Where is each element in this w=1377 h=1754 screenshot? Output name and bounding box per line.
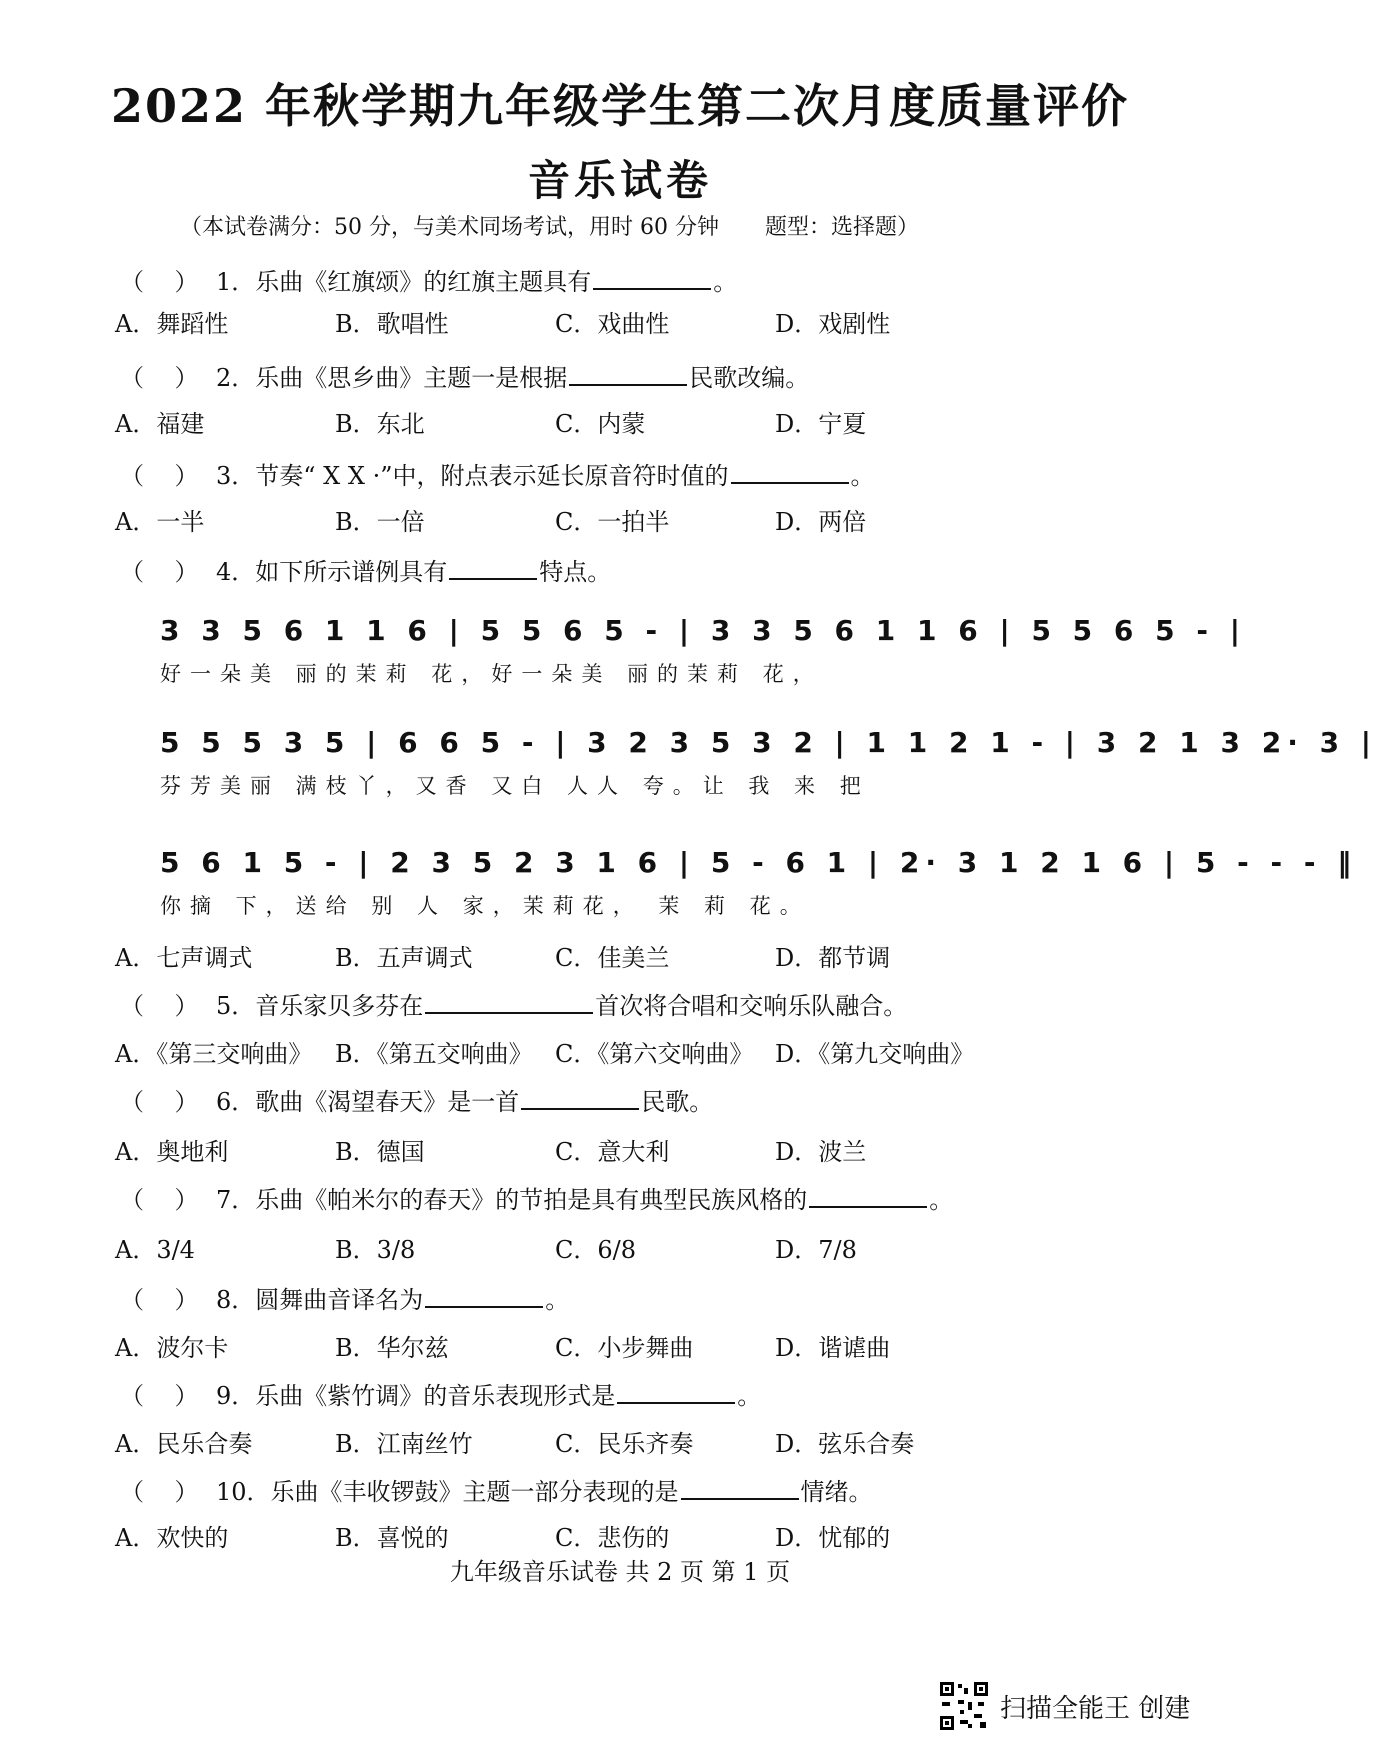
options-9: A．民乐合奏 B．江南丝竹 C．民乐齐奏 D．弦乐合奏	[115, 1430, 915, 1458]
options-6: A．奥地利 B．德国 C．意大利 D．波兰	[115, 1138, 867, 1166]
question-10: （ ） 10．乐曲《丰收锣鼓》主题一部分表现的是 情绪。	[120, 1472, 873, 1507]
exam-note	[180, 210, 919, 241]
answer-paren: （ ）	[120, 462, 199, 490]
question-8: （ ） 8．圆舞曲音译名为 。	[120, 1280, 569, 1315]
score-notes: 3 3 5 6 1 1 6 | 5 5 6 5 - | 3 3 5 6 1 1 6 | 5 5 6 5 - |	[160, 614, 1246, 647]
answer-blank	[425, 990, 593, 1014]
answer-paren: （ ）	[120, 364, 199, 392]
question-4: （ ） 4．如下所示谱例具有 特点。	[120, 552, 611, 587]
score-lyrics: 好一朵美 丽的茉莉 花，好一朵美 丽的茉莉 花，	[160, 662, 823, 686]
question-1: （ ） 1．乐曲《红旗颂》的红旗主题具有 。	[120, 262, 737, 297]
options-10: A．欢快的 B．喜悦的 C．悲伤的 D．忧郁的	[115, 1524, 891, 1552]
answer-paren: （ ）	[120, 1186, 199, 1214]
options-5: A．《第三交响曲》 B．《第五交响曲》 C．《第六交响曲》 D．《第九交响曲》	[115, 1040, 975, 1068]
answer-blank	[681, 1476, 799, 1500]
answer-paren: （ ）	[120, 1286, 199, 1314]
page-subtitle: 音乐试卷	[527, 156, 712, 205]
question-7: （ ） 7．乐曲《帕米尔的春天》的节拍是具有典型民族风格的 。	[120, 1180, 953, 1215]
options-8: A．波尔卡 B．华尔兹 C．小步舞曲 D．谐谑曲	[115, 1334, 891, 1362]
question-5: （ ） 5．音乐家贝多芬在 首次将合唱和交响乐队融合。	[120, 986, 907, 1021]
question-9: （ ） 9．乐曲《紫竹调》的音乐表现形式是 。	[120, 1376, 761, 1411]
answer-paren: （ ）	[120, 1382, 199, 1410]
page-title: 2022 年秋学期九年级学生第二次月度质量评价	[110, 79, 1130, 133]
score-notes: 5 6 1 5 - | 2 3 5 2 3 1 6 | 5 - 6 1 | 2· 3 1 2 1 6 | 5 - - - ‖	[160, 846, 1358, 879]
question-2: （ ） 2．乐曲《思乡曲》主题一是根据 民歌改编。	[120, 358, 809, 393]
answer-paren: （ ）	[120, 1088, 199, 1116]
answer-blank	[569, 362, 687, 386]
options-4: A．七声调式 B．五声调式 C．佳美兰 D．都节调	[115, 944, 891, 972]
score-line-2	[160, 726, 1377, 800]
answer-paren: （ ）	[120, 558, 199, 586]
answer-blank	[617, 1380, 735, 1404]
options-3: A．一半 B．一倍 C．一拍半 D．两倍	[115, 508, 867, 536]
exam-note-left: （本试卷满分：50 分，与美术同场考试，用时 60 分钟	[180, 215, 719, 240]
options-7: A．3/4 B．3/8 C．6/8 D．7/8	[115, 1236, 857, 1264]
answer-paren: （ ）	[120, 992, 199, 1020]
page-footer: 九年级音乐试卷 共 2 页 第 1 页	[449, 1558, 791, 1586]
answer-blank	[425, 1284, 543, 1308]
options-1: A．舞蹈性 B．歌唱性 C．戏曲性 D．戏剧性	[115, 310, 891, 338]
watermark-text: 扫描全能王 创建	[1000, 1693, 1191, 1724]
score-line-3	[160, 846, 1358, 920]
answer-blank	[593, 266, 711, 290]
question-3: （ ） 3．节奏“ X X ·”中，附点表示延长原音符时值的 。	[120, 456, 875, 491]
answer-blank	[809, 1184, 927, 1208]
options-2: A．福建 B．东北 C．内蒙 D．宁夏	[115, 410, 867, 438]
score-lyrics: 芬芳美丽 满枝丫，又香 又白 人人 夸。让 我 来 把	[160, 774, 870, 798]
scanner-watermark	[938, 1678, 1190, 1734]
exam-note-right: 题型：选择题）	[764, 215, 919, 240]
score-notes: 5 5 5 3 5 | 6 6 5 - | 3 2 3 5 3 2 | 1 1 2 1 - | 3 2 1 3 2· 3 |	[160, 726, 1377, 759]
score-lyrics: 你摘 下，送给 别 人 家，茉莉花， 茉 莉 花。	[160, 894, 810, 918]
answer-blank	[449, 556, 537, 580]
qr-code-icon	[938, 1680, 990, 1732]
question-6: （ ） 6．歌曲《渴望春天》是一首 民歌。	[120, 1082, 713, 1117]
answer-paren: （ ）	[120, 268, 199, 296]
answer-blank	[521, 1086, 639, 1110]
answer-blank	[731, 460, 849, 484]
answer-paren: （ ）	[120, 1478, 199, 1506]
score-line-1	[160, 614, 1246, 688]
